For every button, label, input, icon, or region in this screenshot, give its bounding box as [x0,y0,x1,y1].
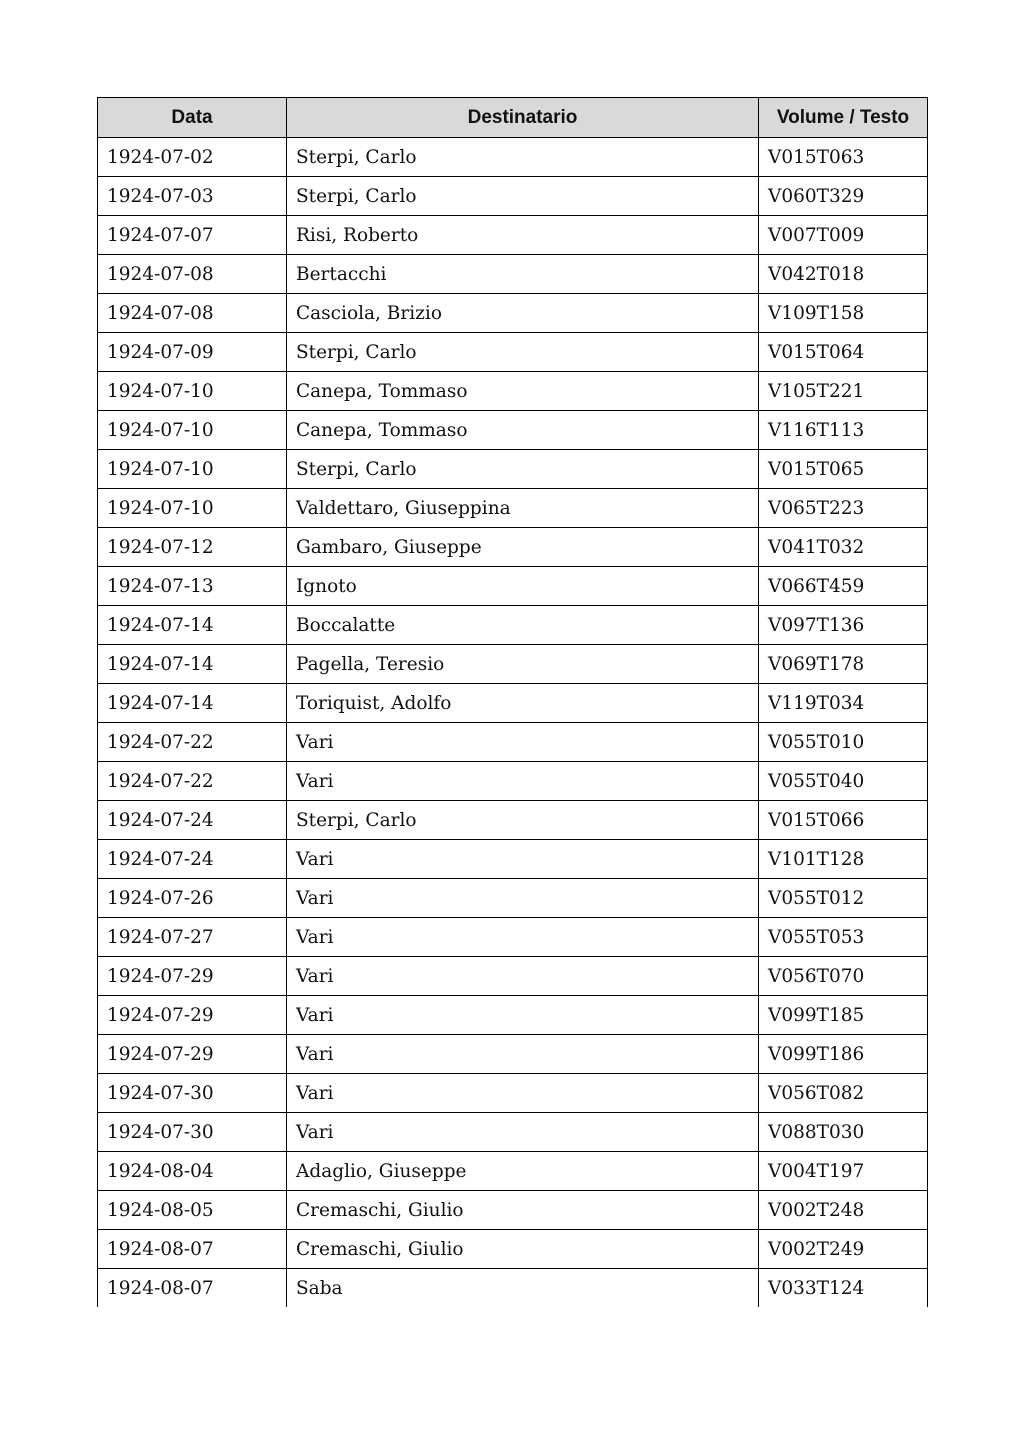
volume-cell: V033T124 [759,1269,928,1308]
table-row [98,1191,928,1230]
volume-cell: V119T034 [759,684,928,723]
date-cell: 1924-07-07 [98,216,287,255]
date-cell: 1924-07-02 [98,138,287,177]
volume-cell: V097T136 [759,606,928,645]
recipient-cell: Boccalatte [287,606,759,645]
date-cell: 1924-07-24 [98,840,287,879]
volume-cell: V015T065 [759,450,928,489]
date-cell: 1924-07-24 [98,801,287,840]
recipient-cell: Cremaschi, Giulio [287,1230,759,1269]
recipient-cell: Saba [287,1269,759,1308]
table-row [98,879,928,918]
table-row [98,606,928,645]
table-row [98,840,928,879]
date-cell: 1924-07-12 [98,528,287,567]
recipient-cell: Sterpi, Carlo [287,450,759,489]
column-header-volume-testo: Volume / Testo [759,98,928,138]
recipient-cell: Risi, Roberto [287,216,759,255]
recipient-cell: Vari [287,1035,759,1074]
table-row [98,372,928,411]
table-row [98,528,928,567]
header-row [98,98,928,138]
volume-cell: V055T053 [759,918,928,957]
recipient-cell: Bertacchi [287,255,759,294]
recipient-cell: Pagella, Teresio [287,645,759,684]
volume-cell: V066T459 [759,567,928,606]
recipient-cell: Canepa, Tommaso [287,411,759,450]
date-cell: 1924-07-14 [98,684,287,723]
recipient-cell: Vari [287,723,759,762]
table-row [98,294,928,333]
date-cell: 1924-08-07 [98,1269,287,1308]
volume-cell: V007T009 [759,216,928,255]
date-cell: 1924-07-10 [98,450,287,489]
table-row [98,1269,928,1308]
date-cell: 1924-08-05 [98,1191,287,1230]
column-header-data: Data [98,98,287,138]
date-cell: 1924-07-10 [98,489,287,528]
table-row [98,645,928,684]
table-row [98,1074,928,1113]
recipient-cell: Sterpi, Carlo [287,333,759,372]
volume-cell: V116T113 [759,411,928,450]
table-header [98,98,928,138]
recipient-cell: Vari [287,762,759,801]
table-row [98,177,928,216]
volume-cell: V042T018 [759,255,928,294]
letters-table [97,97,928,1307]
date-cell: 1924-07-29 [98,996,287,1035]
volume-cell: V055T040 [759,762,928,801]
date-cell: 1924-07-22 [98,762,287,801]
recipient-cell: Adaglio, Giuseppe [287,1152,759,1191]
column-header-destinatario: Destinatario [287,98,759,138]
recipient-cell: Vari [287,879,759,918]
date-cell: 1924-07-30 [98,1074,287,1113]
date-cell: 1924-07-14 [98,645,287,684]
date-cell: 1924-08-04 [98,1152,287,1191]
volume-cell: V060T329 [759,177,928,216]
volume-cell: V002T248 [759,1191,928,1230]
recipient-cell: Vari [287,957,759,996]
date-cell: 1924-07-13 [98,567,287,606]
date-cell: 1924-07-10 [98,372,287,411]
date-cell: 1924-08-07 [98,1230,287,1269]
volume-cell: V088T030 [759,1113,928,1152]
date-cell: 1924-07-09 [98,333,287,372]
table-row [98,333,928,372]
volume-cell: V109T158 [759,294,928,333]
volume-cell: V101T128 [759,840,928,879]
volume-cell: V065T223 [759,489,928,528]
recipient-cell: Vari [287,996,759,1035]
table-row [98,1230,928,1269]
table-body [98,138,928,1308]
volume-cell: V069T178 [759,645,928,684]
table-row [98,1152,928,1191]
volume-cell: V055T010 [759,723,928,762]
table-row [98,138,928,177]
date-cell: 1924-07-30 [98,1113,287,1152]
recipient-cell: Cremaschi, Giulio [287,1191,759,1230]
table-row [98,411,928,450]
recipient-cell: Sterpi, Carlo [287,801,759,840]
recipient-cell: Vari [287,918,759,957]
recipient-cell: Gambaro, Giuseppe [287,528,759,567]
volume-cell: V015T066 [759,801,928,840]
recipient-cell: Casciola, Brizio [287,294,759,333]
date-cell: 1924-07-27 [98,918,287,957]
recipient-cell: Sterpi, Carlo [287,138,759,177]
date-cell: 1924-07-08 [98,255,287,294]
volume-cell: V105T221 [759,372,928,411]
table-row [98,1035,928,1074]
recipient-cell: Vari [287,1113,759,1152]
date-cell: 1924-07-03 [98,177,287,216]
table-row [98,996,928,1035]
date-cell: 1924-07-08 [98,294,287,333]
recipient-cell: Vari [287,840,759,879]
table-row [98,450,928,489]
volume-cell: V002T249 [759,1230,928,1269]
volume-cell: V041T032 [759,528,928,567]
volume-cell: V056T070 [759,957,928,996]
recipient-cell: Ignoto [287,567,759,606]
volume-cell: V056T082 [759,1074,928,1113]
table-row [98,684,928,723]
volume-cell: V099T186 [759,1035,928,1074]
date-cell: 1924-07-29 [98,957,287,996]
table-row [98,801,928,840]
date-cell: 1924-07-10 [98,411,287,450]
volume-cell: V004T197 [759,1152,928,1191]
table-row [98,567,928,606]
volume-cell: V015T064 [759,333,928,372]
table-row [98,255,928,294]
recipient-cell: Vari [287,1074,759,1113]
table-row [98,723,928,762]
recipient-cell: Sterpi, Carlo [287,177,759,216]
table-row [98,489,928,528]
date-cell: 1924-07-26 [98,879,287,918]
table-row [98,762,928,801]
recipient-cell: Valdettaro, Giuseppina [287,489,759,528]
volume-cell: V055T012 [759,879,928,918]
date-cell: 1924-07-22 [98,723,287,762]
table-row [98,957,928,996]
date-cell: 1924-07-29 [98,1035,287,1074]
date-cell: 1924-07-14 [98,606,287,645]
recipient-cell: Toriquist, Adolfo [287,684,759,723]
table-row [98,1113,928,1152]
table-row [98,918,928,957]
recipient-cell: Canepa, Tommaso [287,372,759,411]
volume-cell: V015T063 [759,138,928,177]
volume-cell: V099T185 [759,996,928,1035]
table-row [98,216,928,255]
